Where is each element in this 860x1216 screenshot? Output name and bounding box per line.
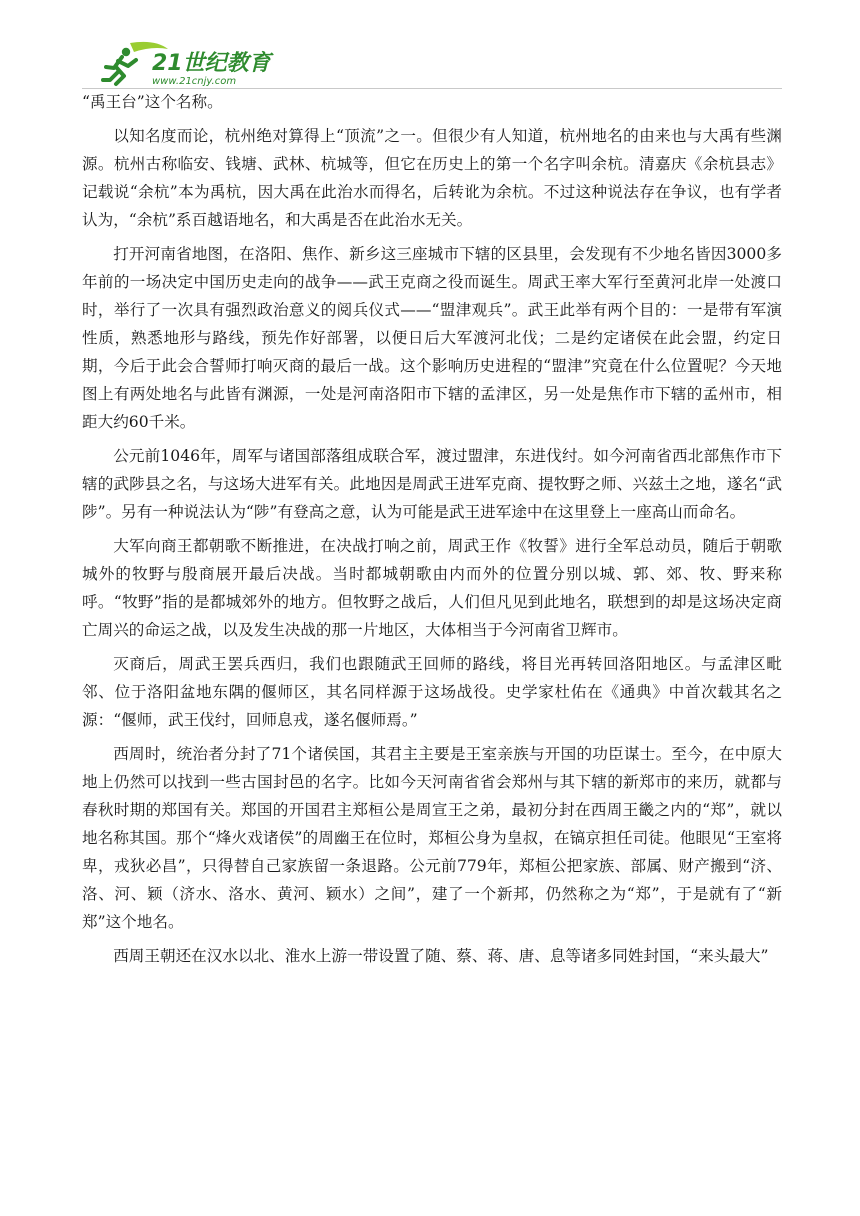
paragraph: 灭商后，周武王罢兵西归，我们也跟随武王回师的路线，将目光再转回洛阳地区。与孟津区毗邻、位于洛阳盆地东隅的偃师区，其名同样源于这场战役。史学家杜佑在《通典》中首次载其名之源：“偃师，武王伐纣，回师息戎，遂名偃师焉。” <box>82 655 782 729</box>
logo-brand: 21世纪教育 <box>152 51 271 76</box>
paragraph: 公元前1046年，周军与诸国部落组成联合军，渡过盟津，东进伐纣。如今河南省西北部焦作市下辖的武陟县之名，与这场大进军有关。此地因是周武王进军克商、提牧野之师、兴兹土之地，遂名“武陟”。另有一种说法认为“陟”有登高之意，认为可能是武王进军途中在这里登上一座高山而命名。 <box>82 447 782 521</box>
paragraph: “禹王台”这个名称。 <box>82 93 223 111</box>
header-logo <box>100 40 300 90</box>
article-body <box>82 88 782 970</box>
paragraph: 西周时，统治者分封了71个诸侯国，其君主主要是王室亲族与开国的功臣谋士。至今，在中原大地上仍然可以找到一些古国封邑的名字。比如今天河南省省会郑州与其下辖的新郑市的来历，就都与春秋时期的郑国有关。郑国的开国君主郑桓公是周宣王之弟，最初分封在西周王畿之内的“郑”，就以地名称其国。那个“烽火戏诸侯”的周幽王在位时，郑桓公身为皇叔，在镐京担任司徒。他眼见“王室将卑，戎狄必昌”，只得替自己家族留一条退路。公元前779年，郑桓公把家族、部属、财产搬到“济、洛、河、颖（济水、洛水、黄河、颖水）之间”，建了一个新邦，仍然称之为“郑”，于是就有了“新郑”这个地名。 <box>82 745 782 931</box>
paragraph: 打开河南省地图，在洛阳、焦作、新乡这三座城市下辖的区县里，会发现有不少地名皆因3000多年前的一场决定中国历史走向的战争——武王克商之役而诞生。周武王率大军行至黄河北岸一处渡口时，举行了一次具有强烈政治意义的阅兵仪式——“盟津观兵”。武王此举有两个目的：一是带有军演性质，熟悉地形与路线，预先作好部署，以便日后大军渡河北伐；二是约定诸侯在此会盟，约定日期，今后于此会合誓师打响灭商的最后一战。这个影响历史进程的“盟津”究竟在什么位置呢？今天地图上有两处地名与此皆有渊源，一处是河南洛阳市下辖的孟津区，另一处是焦作市下辖的孟州市，相距大约60千米。 <box>82 245 782 431</box>
paragraph: 以知名度而论，杭州绝对算得上“顶流”之一。但很少有人知道，杭州地名的由来也与大禹有些渊源。杭州古称临安、钱塘、武林、杭城等，但它在历史上的第一个名字叫余杭。清嘉庆《余杭县志》记载说“余杭”本为禹杭，因大禹在此治水而得名，后转讹为余杭。不过这种说法存在争议，也有学者认为，“余杭”系百越语地名，和大禹是否在此治水无关。 <box>82 127 782 229</box>
logo-url: www.21cnjy.com <box>152 76 237 87</box>
runner-logo-icon <box>100 40 300 90</box>
paragraph: 西周王朝还在汉水以北、淮水上游一带设置了随、蔡、蒋、唐、息等诸多同姓封国，“来头最大” <box>113 947 769 965</box>
paragraph: 大军向商王都朝歌不断推进，在决战打响之前，周武王作《牧誓》进行全军总动员，随后于朝歌城外的牧野与殷商展开最后决战。当时都城朝歌由内而外的位置分别以城、郭、郊、牧、野来称呼。“牧野”指的是都城郊外的地方。但牧野之战后，人们但凡见到此地名，联想到的却是这场决定商亡周兴的命运之战，以及发生决战的那一片地区，大体相当于今河南省卫辉市。 <box>82 537 782 639</box>
